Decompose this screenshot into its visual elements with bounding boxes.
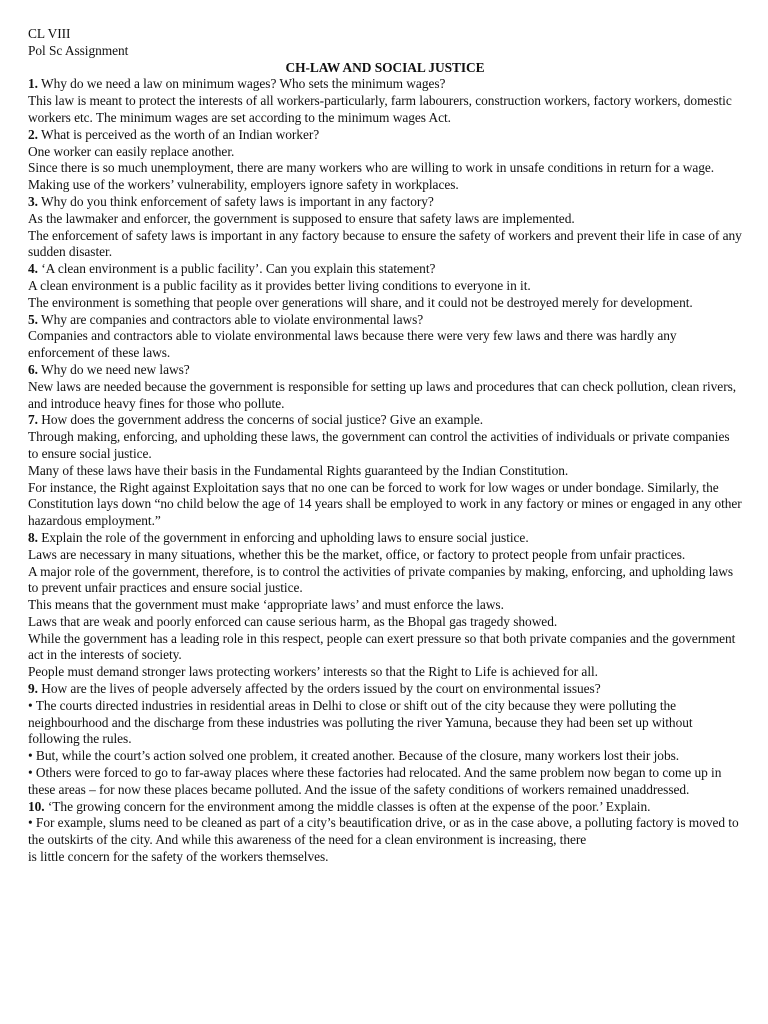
qa-block — [28, 412, 742, 530]
answer-paragraph: As the lawmaker and enforcer, the government is supposed to ensure that safety laws are implemented. — [28, 210, 575, 226]
answer-paragraph: Making use of the workers’ vulnerability, employers ignore safety in workplaces. — [28, 177, 459, 193]
answer-paragraph: • But, while the court’s action solved one problem, it created another. Because of the closure, many workers lost their jobs. — [28, 748, 680, 764]
qa-block — [28, 799, 742, 866]
question — [28, 530, 742, 547]
answer-paragraph: • Others were forced to go to far-away places where these factories had relocated. And the same problem now began to come up in these areas – for now these places became polluted. And the issue of the safety conditions of workers remained unaddressed. — [28, 765, 722, 797]
answer-paragraph: Laws that are weak and poorly enforced can cause serious harm, as the Bhopal gas tragedy showed. — [28, 613, 558, 629]
question-text: Why do we need a law on minimum wages? Who sets the minimum wages? — [37, 76, 446, 92]
question-text: Why do we need new laws? — [37, 361, 190, 377]
class-label: CL VIII — [28, 26, 71, 41]
question-number: 2. — [28, 126, 38, 142]
answer-paragraph: Since there is so much unemployment, there are many workers who are willing to work in unsafe conditions in return for a wage. — [28, 160, 715, 176]
question — [28, 76, 742, 93]
qa-block — [28, 194, 742, 261]
question-text: How are the lives of people adversely affected by the orders issued by the court on environmental issues? — [37, 681, 601, 697]
question-number: 8. — [28, 529, 38, 545]
qa-block — [28, 312, 742, 362]
question-text: ‘The growing concern for the environment among the middle classes is often at the expense of the poor.’ Explain. — [44, 798, 651, 814]
question — [28, 412, 742, 429]
assignment-page — [28, 26, 742, 866]
question-text: How does the government address the concerns of social justice? Give an example. — [37, 412, 484, 428]
question-text: Why are companies and contractors able to violate environmental laws? — [37, 311, 424, 327]
question — [28, 194, 742, 211]
answer-paragraph: A major role of the government, therefore, is to control the activities of private companies by making, enforcing, and upholding laws to prevent unfair practices and ensure social justice. — [28, 563, 734, 596]
qa-block — [28, 530, 742, 681]
question-number: 10. — [28, 798, 45, 814]
question-number: 3. — [28, 193, 38, 209]
question-number: 4. — [28, 261, 38, 277]
question-number: 9. — [28, 681, 38, 697]
qa-block — [28, 127, 742, 194]
answer-paragraph: Many of these laws have their basis in the Fundamental Rights guaranteed by the Indian Constitution. — [28, 462, 569, 478]
question — [28, 261, 742, 278]
question-text: Why do you think enforcement of safety laws is important in any factory? — [37, 193, 434, 209]
answer-paragraph: Through making, enforcing, and upholding these laws, the government can control the activities of individuals or private companies to ensure social justice. — [28, 429, 730, 461]
answer-paragraph: People must demand stronger laws protecting workers’ interests so that the Right to Life is achieved for all. — [28, 664, 598, 680]
question-text: Explain the role of the government in enforcing and upholding laws to ensure social justice. — [37, 529, 529, 545]
answer-paragraph: The enforcement of safety laws is important in any factory because to ensure the safety of workers and prevent their life in case of any sudden disaster. — [28, 227, 742, 260]
answer-paragraph: A clean environment is a public facility as it provides better living conditions to everyone in it. — [28, 277, 531, 293]
subject-label: Pol Sc Assignment — [28, 42, 129, 58]
answer-paragraph: This law is meant to protect the interests of all workers-particularly, farm labourers, construction workers, factory workers, domestic workers etc. The minimum wages are set according to the minimum wages Act. — [28, 93, 732, 125]
question-number: 6. — [28, 361, 38, 377]
answer-paragraph: While the government has a leading role in this respect, people can exert pressure so that both private companies and the government act in the interests of society. — [28, 630, 736, 663]
question — [28, 799, 742, 816]
answer-paragraph: One worker can easily replace another. — [28, 143, 235, 159]
question-answer-list — [28, 76, 742, 865]
answer-paragraph: • The courts directed industries in residential areas in Delhi to close or shift out of the city because they were polluting the neighbourhood and the discharge from these industries was polluting the river Yamuna, because they had been set up without following the rules. — [28, 697, 693, 747]
qa-block — [28, 681, 742, 799]
answer-paragraph: The environment is something that people over generations will share, and it could not be destroyed merely for development. — [28, 294, 693, 310]
question — [28, 681, 742, 698]
answer-paragraph: New laws are needed because the government is responsible for setting up laws and procedures that can check pollution, clean rivers, and introduce heavy fines for those who pollute. — [28, 378, 737, 411]
question-number: 5. — [28, 311, 38, 327]
answer-paragraph: Companies and contractors able to violate environmental laws because there were very few laws and there was hardly any enforcement of these laws. — [28, 328, 677, 361]
qa-block — [28, 76, 742, 126]
question — [28, 362, 742, 379]
answer-paragraph: • For example, slums need to be cleaned as part of a city’s beautification drive, or as in the case above, a polluting factory is moved to the outskirts of the city. And while this awareness of the need for a clean environment is increasing, there — [28, 815, 739, 848]
question — [28, 127, 742, 144]
answer-paragraph: Laws are necessary in many situations, whether this be the market, office, or factory to protect people from unfair practices. — [28, 546, 686, 562]
question-number: 1. — [28, 76, 38, 92]
question-text: ‘A clean environment is a public facility’. Can you explain this statement? — [37, 261, 436, 277]
answer-paragraph: This means that the government must make ‘appropriate laws’ and must enforce the laws. — [28, 597, 504, 613]
question — [28, 312, 742, 329]
qa-block — [28, 261, 742, 311]
chapter-title: CH-LAW AND SOCIAL JUSTICE — [285, 59, 485, 75]
question-number: 7. — [28, 412, 38, 428]
answer-paragraph: For instance, the Right against Exploitation says that no one can be forced to work for low wages or under bondage. Similarly, the Constitution lays down “no child below the age of 14 years shall be employed to work in any factory or mines or engaged in any other hazardous employment.” — [28, 479, 742, 529]
answer-paragraph: is little concern for the safety of the workers themselves. — [28, 849, 329, 865]
question-text: What is perceived as the worth of an Indian worker? — [37, 126, 320, 142]
qa-block — [28, 362, 742, 412]
